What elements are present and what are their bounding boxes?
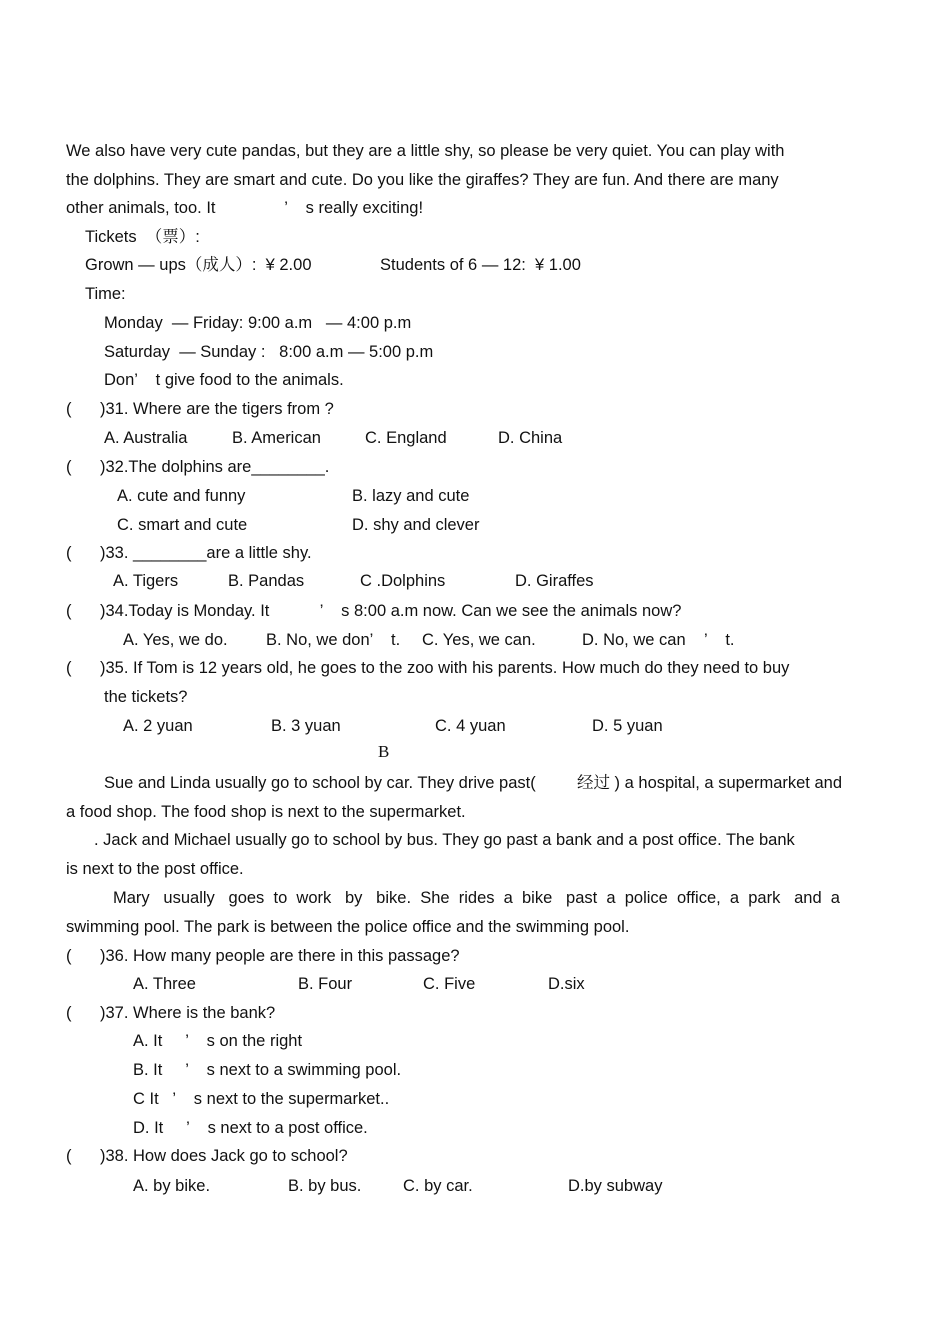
question-35-stem: )35. If Tom is 12 years old, he goes to the zoo with his parents. How much do they need to buy: [100, 659, 790, 677]
question-37-stem: )37. Where is the bank?: [100, 1004, 276, 1022]
weekend-hours: Saturday — Sunday : 8:00 a.m — 5:00 p.m: [104, 343, 434, 361]
q35-option-a[interactable]: A. 2 yuan: [123, 717, 193, 735]
question-38-stem: )38. How does Jack go to school?: [100, 1147, 348, 1165]
q31-option-d[interactable]: D. China: [498, 429, 563, 447]
q33-option-c[interactable]: C .Dolphins: [360, 572, 446, 590]
question-32-stem: )32.The dolphins are________.: [100, 458, 330, 476]
question-33-stem: )33. ________are a little shy.: [100, 544, 312, 562]
q38-option-a[interactable]: A. by bike.: [133, 1177, 211, 1195]
section-b-heading: B: [378, 742, 390, 761]
q36-option-a[interactable]: A. Three: [133, 975, 196, 993]
intro-line-3: other animals, too. It ’ s really exciting!: [66, 199, 424, 217]
answer-paren[interactable]: (: [66, 659, 72, 677]
q33-option-b[interactable]: B. Pandas: [228, 572, 305, 590]
q34-option-b[interactable]: B. No, we don’ t.: [266, 631, 401, 649]
q38-option-b[interactable]: B. by bus.: [288, 1177, 362, 1195]
answer-paren[interactable]: (: [66, 1147, 72, 1165]
q37-option-d[interactable]: D. It ’ s next to a post office.: [133, 1119, 368, 1137]
q37-option-a[interactable]: A. It ’ s on the right: [133, 1032, 303, 1050]
q34-option-d[interactable]: D. No, we can ’ t.: [582, 631, 735, 649]
answer-paren[interactable]: (: [66, 544, 72, 562]
tickets-label: Tickets （票）:: [85, 228, 200, 246]
q34-option-a[interactable]: A. Yes, we do.: [123, 631, 228, 649]
q38-option-d[interactable]: D.by subway: [568, 1177, 663, 1195]
question-34-stem: )34.Today is Monday. It ’ s 8:00 a.m now. Can we see the animals now?: [100, 602, 682, 620]
para1-line-2: a food shop. The food shop is next to the supermarket.: [66, 803, 466, 821]
answer-paren[interactable]: (: [66, 1004, 72, 1022]
zoo-rule: Don’ t give food to the animals.: [104, 371, 344, 389]
para3-line-2: swimming pool. The park is between the police office and the swimming pool.: [66, 918, 630, 936]
q34-option-c[interactable]: C. Yes, we can.: [422, 631, 536, 649]
question-31-stem: )31. Where are the tigers from ?: [100, 400, 334, 418]
q38-option-c[interactable]: C. by car.: [403, 1177, 473, 1195]
answer-paren[interactable]: (: [66, 458, 72, 476]
question-36-stem: )36. How many people are there in this passage?: [100, 947, 460, 965]
q32-option-d[interactable]: D. shy and clever: [352, 516, 480, 534]
grownups-price: Grown — ups（成人）: ¥ 2.00: [85, 256, 312, 274]
q31-option-b[interactable]: B. American: [232, 429, 321, 447]
intro-line-1: We also have very cute pandas, but they are a little shy, so please be very quiet. You can play with: [66, 142, 785, 160]
question-35-stem-cont: the tickets?: [104, 688, 188, 706]
q36-option-c[interactable]: C. Five: [423, 975, 476, 993]
answer-paren[interactable]: (: [66, 602, 72, 620]
students-price: Students of 6 — 12: ¥ 1.00: [380, 256, 581, 274]
q32-option-a[interactable]: A. cute and funny: [117, 487, 246, 505]
q36-option-b[interactable]: B. Four: [298, 975, 353, 993]
q31-option-a[interactable]: A. Australia: [104, 429, 188, 447]
weekday-hours: Monday — Friday: 9:00 a.m — 4:00 p.m: [104, 314, 412, 332]
q32-option-c[interactable]: C. smart and cute: [117, 516, 248, 534]
time-label: Time:: [85, 285, 126, 303]
q33-option-d[interactable]: D. Giraffes: [515, 572, 594, 590]
para2-line-2: is next to the post office.: [66, 860, 244, 878]
para2-line-1: . Jack and Michael usually go to school by bus. They go past a bank and a post office. The bank: [94, 831, 795, 849]
answer-paren[interactable]: (: [66, 947, 72, 965]
q37-option-b[interactable]: B. It ’ s next to a swimming pool.: [133, 1061, 402, 1079]
para3-line-1: Mary usually goes to work by bike. She rides a bike past a police office, a park and a: [113, 889, 840, 907]
para1-line-1: Sue and Linda usually go to school by car. They drive past( 经过 ) a hospital, a supermarket and: [104, 774, 843, 792]
q35-option-d[interactable]: D. 5 yuan: [592, 717, 663, 735]
q33-option-a[interactable]: A. Tigers: [113, 572, 179, 590]
q37-option-c[interactable]: C It ’ s next to the supermarket..: [133, 1090, 390, 1108]
q31-option-c[interactable]: C. England: [365, 429, 447, 447]
intro-line-2: the dolphins. They are smart and cute. Do you like the giraffes? They are fun. And there are many: [66, 171, 779, 189]
q32-option-b[interactable]: B. lazy and cute: [352, 487, 470, 505]
q35-option-c[interactable]: C. 4 yuan: [435, 717, 506, 735]
q35-option-b[interactable]: B. 3 yuan: [271, 717, 341, 735]
answer-paren[interactable]: (: [66, 400, 72, 418]
q36-option-d[interactable]: D.six: [548, 975, 585, 993]
